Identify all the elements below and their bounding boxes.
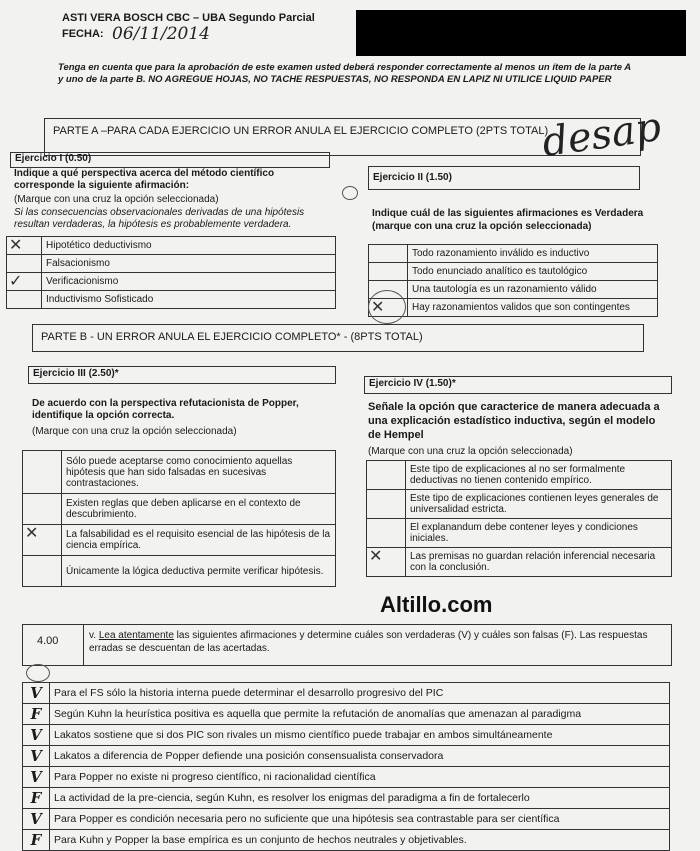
ej1-option-text: Verificacionismo [42,273,336,291]
ej2-question: Indique cuál de las siguientes afirmaciones es Verdadera [372,208,644,219]
ej5-answer[interactable]: F [23,830,50,851]
ej1-statement: Si las consecuencias observacionales derivadas de una hipótesis resultan verdaderas, la hipótesis es probablemente verdadera. [14,207,305,230]
ej5-row[interactable] [23,683,670,704]
ej5-header-box [22,624,672,666]
grade-scribble: desap [539,103,664,167]
ej3-question: De acuerdo con la perspectiva refutacionista de Popper, identifique la opción correcta. [32,398,299,421]
ej4-option-text: Este tipo de explicaciones al no ser formalmente deductivas no tienen contenido empírico. [406,461,672,490]
ej1-option-text: Inductivismo Sofisticado [42,291,336,309]
ej3-mark: ✕ [25,523,39,542]
ej5-divider [83,625,84,665]
ej4-option-text: Las premisas no guardan relación inferencial necesaria con la conclusión. [406,548,672,577]
ej1-hint: (Marque con una cruz la opción seleccionada) [14,194,219,205]
ej5-answer[interactable]: V [23,746,50,767]
ej2-hint: (marque con una cruz la opción seleccionada) [372,221,592,232]
ej4-option[interactable] [367,490,672,519]
ej2-title-box [368,166,640,190]
ej1-option[interactable] [7,255,336,273]
ej4-option[interactable] [367,519,672,548]
ej4-title: Ejercicio IV (1.50)* [369,378,456,389]
ej2-title: Ejercicio II (1.50) [373,172,452,183]
ej5-answer[interactable]: F [23,788,50,809]
ej5-statement: Para el FS sólo la historia interna puede determinar el desarrollo progresivo del PIC [50,683,670,704]
ej4-title-box [364,376,672,394]
ej5-instr-underlined: Lea atentamente [98,630,174,641]
ej5-points: 4.00 [37,635,59,647]
ej5-statement: Para Popper no existe ni progreso científico, ni racionalidad científica [50,767,670,788]
ej5-answer[interactable]: V [23,767,50,788]
ej5-answer[interactable]: V [23,683,50,704]
parte-b-header-box [32,324,644,352]
ej1-title: Ejercicio I (0.50) [15,153,92,164]
ej5-answer[interactable]: F [23,704,50,725]
ej1-mark: ✓ [9,271,23,290]
ej4-option-text: Este tipo de explicaciones contienen leyes generales de universalidad estricta. [406,490,672,519]
ej4-mark: ✕ [369,546,383,565]
ej3-option-text: Sólo puede aceptarse como conocimiento aquellas hipótesis que han sido falsadas en sucesivas contrastaciones. [62,451,336,494]
ej5-row[interactable] [23,830,670,851]
ej3-title: Ejercicio III (2.50)* [33,368,119,379]
ej4-hint: (Marque con una cruz la opción seleccionada) [368,446,573,457]
ej5-row[interactable] [23,746,670,767]
ej1-option-text: Hipotético deductivismo [42,237,336,255]
ej1-title-box [10,152,330,168]
ej5-instructions [89,629,665,655]
ej2-option-text: Una tautología es un razonamiento válido [408,281,658,299]
ej3-options [22,450,336,587]
ej1-options [6,236,336,309]
ej5-row[interactable] [23,767,670,788]
circle-mark [342,186,358,200]
ej3-option-text: La falsabilidad es el requisito esencial de las hipótesis de la ciencia empírica. [62,525,336,556]
ej3-title-box [28,366,336,384]
ej3-option[interactable] [23,451,336,494]
ej5-row[interactable] [23,788,670,809]
ej5-answer[interactable]: V [23,809,50,830]
ej1-option[interactable] [7,237,336,255]
ej5-statement: Para Kuhn y Popper la base empírica es un conjunto de hechos neutrales y objetivables. [50,830,670,851]
ej5-answer[interactable]: V [23,725,50,746]
ej1-option[interactable] [7,291,336,309]
parte-b-title: PARTE B - UN ERROR ANULA EL EJERCICIO COMPLETO* - (8PTS TOTAL) [41,331,423,343]
ej5-statement: La actividad de la pre-ciencia, según Kuhn, es resolver los enigmas del paradigma a fin de fortalecerlo [50,788,670,809]
ej3-option[interactable] [23,525,336,556]
ej2-option[interactable] [369,263,658,281]
ej1-question: Indique a qué perspectiva acerca del método científico corresponde la siguiente afirmación: [14,168,275,191]
ej2-mark: ✕ [371,297,385,316]
ej2-option-text: Hay razonamientos validos que son contingentes [408,299,658,317]
ej5-row[interactable] [23,809,670,830]
ej5-statement: Lakatos sostiene que si dos PIC son rivales un mismo científico puede trabajar en ambos simultáneamente [50,725,670,746]
ej4-option[interactable] [367,548,672,577]
ej3-option-text: Existen reglas que deben aplicarse en el contexto de descubrimiento. [62,494,336,525]
ej2-options [368,244,658,317]
ej2-option-text: Todo razonamiento inválido es inductivo [408,245,658,263]
ej1-mark: ✕ [9,235,23,254]
parte-a-title: PARTE A –PARA CADA EJERCICIO UN ERROR ANULA EL EJERCICIO COMPLETO (2PTS TOTAL) [53,125,549,137]
exam-instructions: Tenga en cuenta que para la aprobación de este examen usted deberá responder correctamente al menos un ítem de la parte A y uno de la parte B. NO AGREGUE HOJAS, NO TACHE RESPUESTAS, NO RESPONDA EN LAPIZ NI UTILICE LIQUID PAPER [58,62,631,85]
ej5-instr-prefix: v. [89,630,97,641]
fecha-label: FECHA: [62,28,104,40]
altillo-watermark: Altillo.com [380,592,493,617]
ej4-options [366,460,672,577]
ej2-option[interactable] [369,281,658,299]
ej5-statement: Según Kuhn la heurística positiva es aquella que permite la refutación de anomalías que amenazan al paradigma [50,704,670,725]
redacted-name-block [356,10,686,56]
ej3-hint: (Marque con una cruz la opción seleccionada) [32,426,237,437]
circle-mark [368,290,406,324]
ej4-option-text: El explanandum debe contener leyes y condiciones iniciales. [406,519,672,548]
ej4-option[interactable] [367,461,672,490]
ej3-option[interactable] [23,556,336,587]
ej3-option-text: Únicamente la lógica deductiva permite verificar hipótesis. [62,556,336,587]
ej1-option-text: Falsacionismo [42,255,336,273]
ej2-option[interactable] [369,299,658,317]
ej5-row[interactable] [23,704,670,725]
ej3-option[interactable] [23,494,336,525]
ej4-question: Señale la opción que caracterice de manera adecuada a una explicación estadístico inductiva, según el modelo de Hempel [368,401,660,441]
ej5-row[interactable] [23,725,670,746]
ej2-option-text: Todo enunciado analítico es tautológico [408,263,658,281]
ej5-table [22,682,670,851]
course-header: ASTI VERA BOSCH CBC – UBA Segundo Parcial [62,12,315,24]
circle-mark [26,664,50,682]
ej5-statement: Para Popper es condición necesaria pero no suficiente que una hipótesis sea contrastable para ser científica [50,809,670,830]
fecha-value: 06/11/2014 [112,24,210,44]
ej5-instr-rest: las siguientes afirmaciones y determine cuáles son verdaderas (V) y cuáles son falsas (F). Las respuestas erradas se descuentan de las acertadas. [89,630,648,654]
ej2-option[interactable] [369,245,658,263]
ej1-option[interactable] [7,273,336,291]
ej5-statement: Lakatos a diferencia de Popper defiende una posición consensualista conservadora [50,746,670,767]
